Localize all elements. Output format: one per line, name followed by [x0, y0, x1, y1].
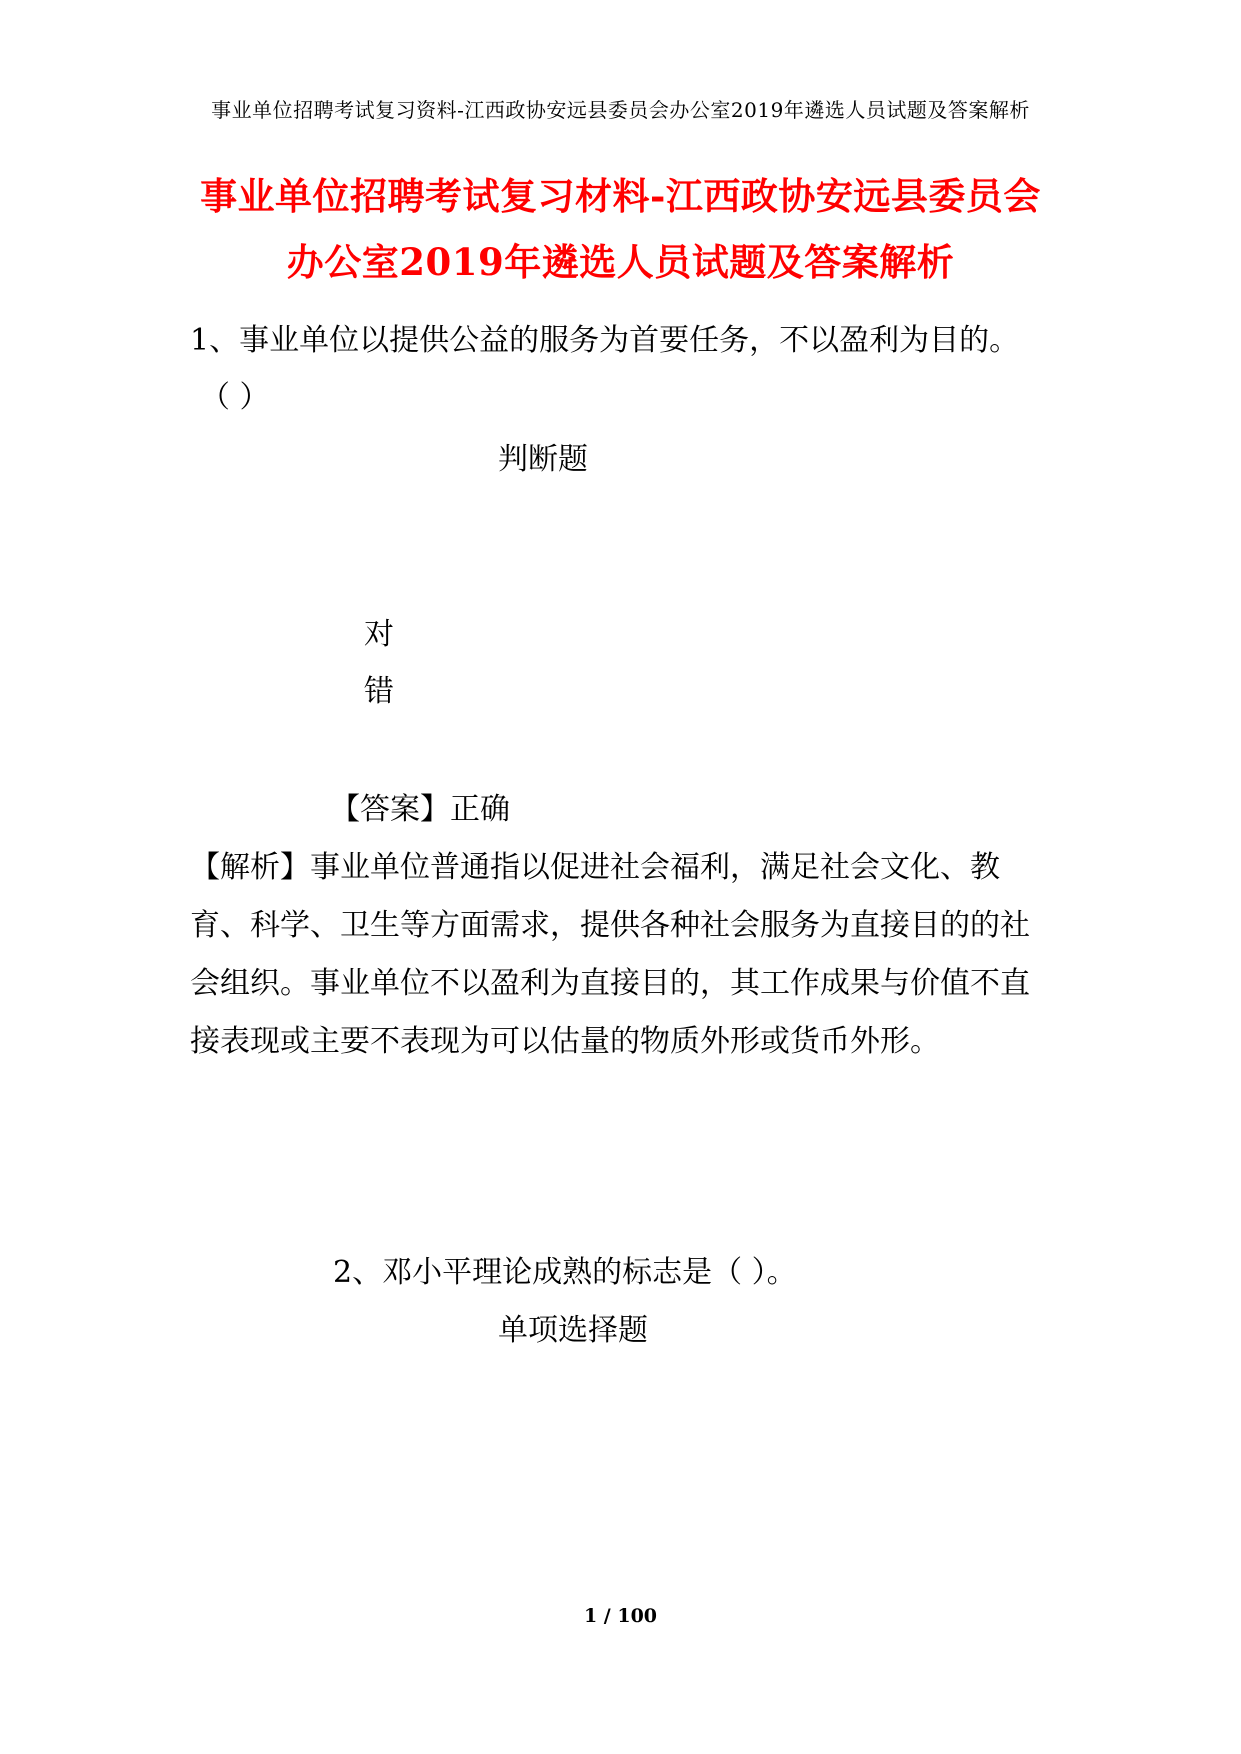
- question-1-explanation-line-4: 接表现或主要不表现为可以估量的物质外形或货币外形。: [190, 1024, 940, 1059]
- question-1-explanation-line-1: 【解析】事业单位普通指以促进社会福利，满足社会文化、教: [190, 850, 1000, 885]
- running-header: 事业单位招聘考试复习资料-江西政协安远县委员会办公室2019年遴选人员试题及答案解析: [211, 98, 1030, 122]
- question-1-type: 判断题: [498, 442, 588, 477]
- question-1-option-true: 对: [364, 617, 394, 652]
- document-title-line-1: 事业单位招聘考试复习材料-江西政协安远县委员会: [200, 174, 1041, 218]
- question-1-stem-blank: （ ）: [200, 380, 270, 415]
- question-2-type: 单项选择题: [498, 1313, 648, 1348]
- question-1-explanation-line-2: 育、科学、卫生等方面需求，提供各种社会服务为直接目的的社: [190, 908, 1030, 943]
- question-1-explanation-line-3: 会组织。事业单位不以盈利为直接目的，其工作成果与价值不直: [190, 966, 1030, 1001]
- document-title-line-2: 办公室2019年遴选人员试题及答案解析: [286, 240, 955, 284]
- question-1-stem: 1、事业单位以提供公益的服务为首要任务，不以盈利为目的。: [190, 323, 1020, 358]
- question-2-stem: 2、邓小平理论成熟的标志是（ ）。: [333, 1255, 797, 1290]
- page-number: 1 / 100: [583, 1605, 658, 1627]
- question-1-answer: 【答案】正确: [330, 792, 510, 827]
- question-1-option-false: 错: [364, 674, 394, 709]
